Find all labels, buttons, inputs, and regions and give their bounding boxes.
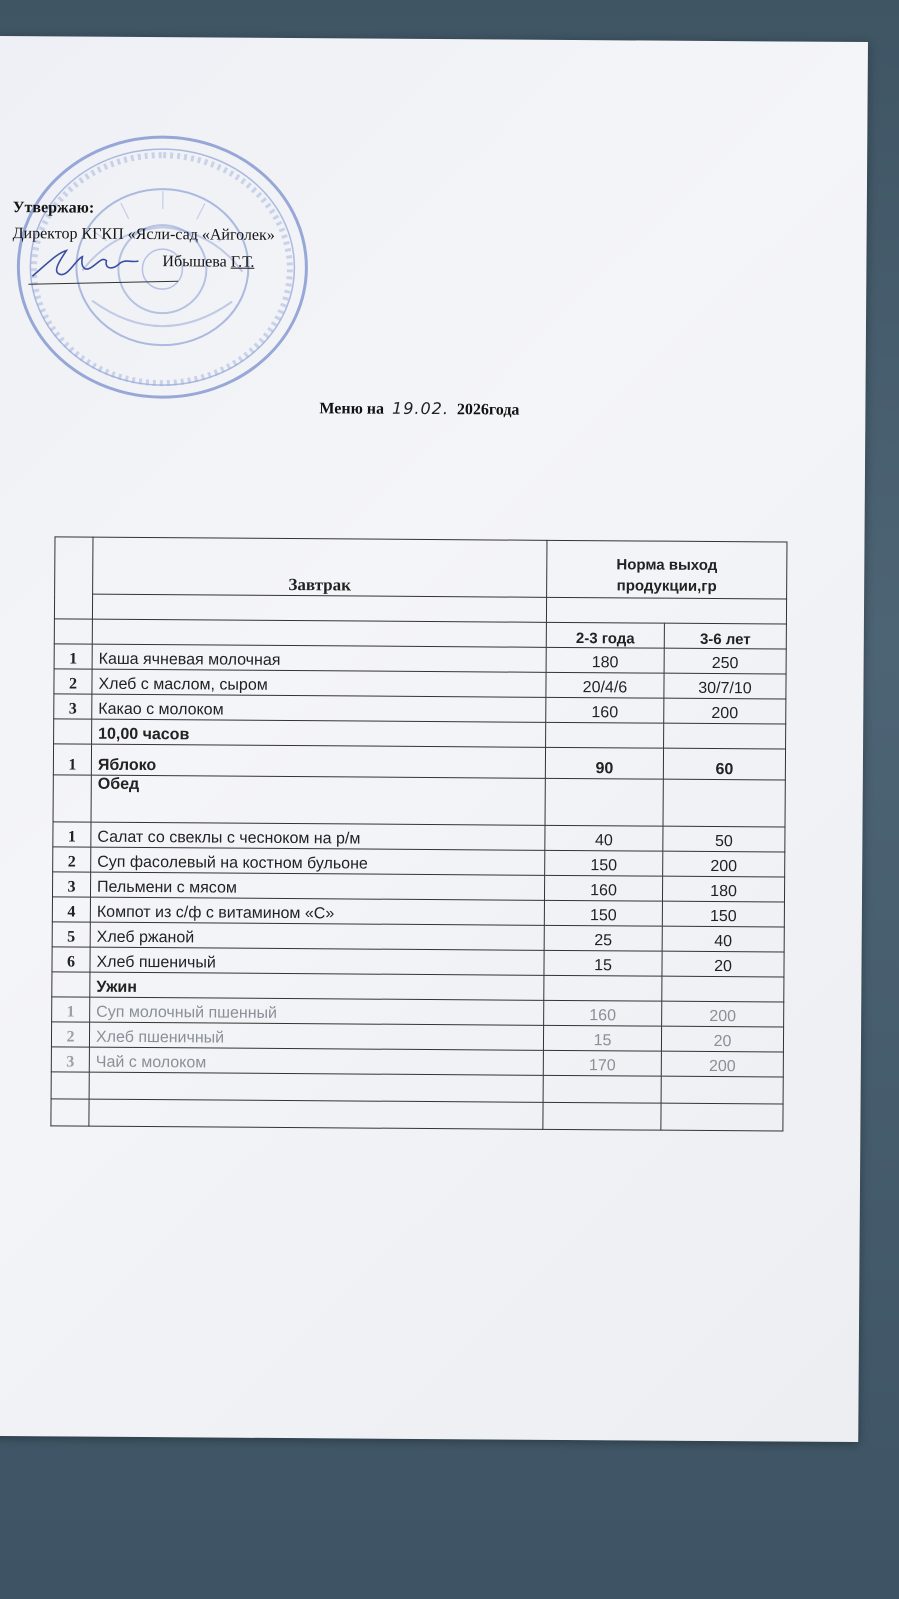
menu-document [0, 36, 868, 1442]
item-name: Яблоко [91, 744, 545, 778]
empty-row [51, 1099, 783, 1131]
portion-3-6: 180 [662, 876, 784, 902]
item-name: Пельмени с мясом [90, 872, 544, 900]
item-name: Хлеб пшеничый [90, 947, 544, 975]
item-name: Компот из с/ф с витамином «С» [90, 897, 544, 925]
portion-2-3: 180 [546, 647, 664, 673]
portion-2-3: 15 [543, 1025, 661, 1051]
portion-3-6: 200 [663, 851, 785, 877]
item-name: Какао с молоком [92, 694, 546, 722]
empty-cell [662, 976, 784, 1002]
portion-2-3: 160 [546, 697, 664, 723]
age-group-1: 2-3 года [546, 622, 664, 648]
menu-date: 19.02. [392, 398, 450, 419]
portion-3-6: 50 [663, 826, 785, 852]
breakfast-header: Завтрак [93, 537, 547, 597]
portion-3-6: 200 [662, 1001, 784, 1027]
empty-cell [53, 775, 91, 822]
approval-name-prefix: Ибышева [162, 253, 227, 271]
portion-3-6: 30/7/10 [664, 673, 786, 699]
empty-cell [544, 975, 662, 1001]
empty-cell [664, 723, 786, 749]
item-number: 3 [54, 694, 92, 719]
menu-table [50, 536, 787, 1131]
empty-cell [545, 778, 663, 826]
handwritten-signature-icon [28, 232, 178, 293]
lunch-header: Обед [91, 775, 545, 825]
empty-cell [89, 1072, 543, 1102]
empty-cell [52, 972, 90, 997]
age-name-cell [92, 619, 546, 647]
empty-cell [51, 1072, 89, 1099]
empty-cell [54, 719, 92, 744]
item-number: 1 [52, 997, 90, 1022]
norm-header [547, 540, 787, 599]
approval-title: Утвержаю: [12, 199, 95, 217]
table-row [53, 744, 785, 780]
item-number: 2 [51, 1022, 89, 1047]
item-number: 5 [52, 922, 90, 947]
norm-header-line2: продукции,гр [616, 577, 717, 596]
item-name: Хлеб пшеничный [89, 1022, 543, 1050]
menu-title-prefix: Меню на [319, 400, 385, 418]
portion-3-6: 250 [664, 648, 786, 674]
header-spacer-cell [546, 597, 786, 624]
portion-2-3: 40 [545, 825, 663, 851]
portion-2-3: 20/4/6 [546, 672, 664, 698]
item-number: 2 [53, 847, 91, 872]
item-name: Салат со свеклы с чесноком на р/м [91, 822, 545, 850]
item-name: Чай с молоком [89, 1047, 543, 1075]
item-number: 1 [54, 644, 92, 669]
snack-header: 10,00 часов [92, 719, 546, 747]
portion-2-3: 170 [543, 1050, 661, 1076]
item-number: 1 [53, 744, 91, 775]
empty-cell [543, 1075, 661, 1103]
dinner-header: Ужин [90, 972, 544, 1000]
empty-cell [661, 1076, 783, 1104]
item-number: 6 [52, 947, 90, 972]
approval-name [162, 252, 274, 272]
portion-3-6: 200 [661, 1051, 783, 1077]
approval-position: Директор КГКП «Ясли-сад «Айголек» [12, 224, 275, 244]
table-header-row [55, 537, 787, 599]
item-number: 4 [52, 897, 90, 922]
empty-cell [661, 1103, 783, 1131]
item-name: Каша ячневая молочная [92, 644, 546, 672]
norm-header-line1: Норма выход [616, 555, 718, 574]
item-name: Суп молочный пшенный [90, 997, 544, 1025]
portion-3-6: 150 [662, 901, 784, 927]
portion-3-6: 200 [664, 698, 786, 724]
empty-cell [89, 1099, 543, 1129]
portion-2-3: 150 [544, 900, 662, 926]
lunch-header-row [53, 775, 785, 827]
portion-2-3: 160 [544, 1000, 662, 1026]
portion-2-3: 150 [545, 850, 663, 876]
header-spacer-cell [92, 594, 546, 622]
empty-cell [543, 1102, 661, 1130]
menu-title [319, 398, 519, 419]
item-number: 3 [51, 1047, 89, 1072]
portion-2-3: 160 [544, 875, 662, 901]
header-num-cell [54, 537, 93, 619]
item-name: Хлеб с маслом, сыром [92, 669, 546, 697]
empty-cell [663, 779, 785, 827]
item-name: Хлеб ржаной [90, 922, 544, 950]
age-group-2: 3-6 лет [664, 623, 786, 649]
item-number: 3 [52, 872, 90, 897]
portion-2-3: 15 [544, 950, 662, 976]
age-num-cell [54, 619, 92, 644]
item-number: 2 [54, 669, 92, 694]
portion-3-6: 20 [661, 1026, 783, 1052]
empty-cell [51, 1099, 89, 1126]
approval-initials: Г.Т. [230, 253, 255, 271]
portion-3-6: 60 [663, 748, 785, 780]
portion-3-6: 40 [662, 926, 784, 952]
item-number: 1 [53, 822, 91, 847]
empty-cell [546, 722, 664, 748]
portion-2-3: 90 [545, 747, 663, 779]
portion-2-3: 25 [544, 925, 662, 951]
portion-3-6: 20 [662, 951, 784, 977]
item-name: Суп фасолевый на костном бульоне [91, 847, 545, 875]
menu-title-suffix: 2026года [456, 401, 520, 419]
